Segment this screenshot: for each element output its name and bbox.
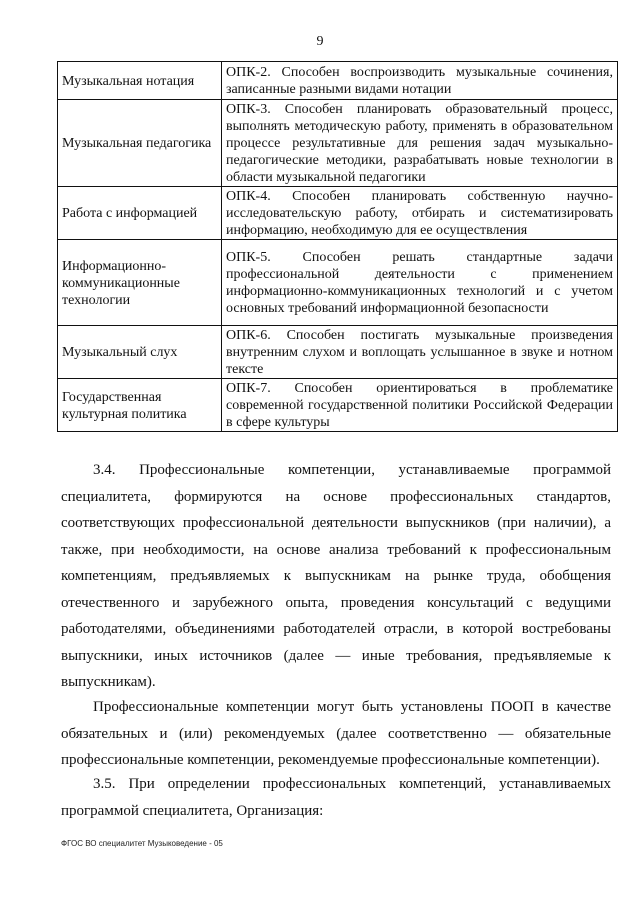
competency-text-cell: ОПК-2. Способен воспроизводить музыкальные сочинения, записанные разными видами нотации: [222, 62, 618, 100]
paragraph-3-5: 3.5. При определении профессиональных компетенций, устанавливаемых программой специалитета, Организация:: [61, 776, 611, 819]
competency-area-cell: Государственная культурная политика: [58, 379, 222, 432]
competency-area-cell: Работа с информацией: [58, 187, 222, 240]
competency-text-cell: ОПК-5. Способен решать стандартные задачи профессиональной деятельности с применением информационно-коммуникационных технологий и с учетом основных требований информационной безопасности: [222, 240, 618, 326]
table-row: [58, 187, 618, 240]
competency-table: [57, 61, 618, 432]
competency-text-cell: ОПК-4. Способен планировать собственную научно-исследовательскую работу, отбирать и систематизировать информацию, необходимую для ее осуществления: [222, 187, 618, 240]
paragraph-professional-competencies: Профессиональные компетенции могут быть установлены ПООП в качестве обязательных и (или) рекомендуемых (далее соответственно — обязательные профессиональные компетенции, рекомендуемые профессиональные компетенции).: [61, 699, 611, 768]
table-row: [58, 326, 618, 379]
table-row: [58, 240, 618, 326]
page-number: 9: [316, 34, 324, 49]
competency-text-cell: ОПК-3. Способен планировать образовательный процесс, выполнять методическую работу, применять в образовательном процессе результативные для решения задач музыкально-педагогические методики, разрабатывать новые технологии в области музыкальной педагогики: [222, 100, 618, 187]
competency-area-cell: Музыкальный слух: [58, 326, 222, 379]
paragraph-3-4: 3.4. Профессиональные компетенции, устанавливаемые программой специалитета, формируются на основе профессиональных стандартов, соответствующих профессиональной деятельности выпускников (при наличии), а также, при необходимости, на основе анализа требований к профессиональным компетенциям, предъявляемых к выпускникам на рынке труда, обобщения отечественного и зарубежного опыта, проведения консультаций с ведущими работодателями, объединениями работодателей отрасли, в которой востребованы выпускники, иных источников (далее — иные требования, предъявляемые к выпускникам).: [61, 462, 611, 690]
competency-text-cell: ОПК-6. Способен постигать музыкальные произведения внутренним слухом и воплощать услышанное в звуке и нотном тексте: [222, 326, 618, 379]
competency-text-cell: ОПК-7. Способен ориентироваться в проблематике современной государственной политики Российской Федерации в сфере культуры: [222, 379, 618, 432]
table-row: [58, 379, 618, 432]
competency-area-cell: Информационно-коммуникационные технологии: [58, 240, 222, 326]
table-row: [58, 62, 618, 100]
table-row: [58, 100, 618, 187]
document-footer: ФГОС ВО специалитет Музыковедение - 05: [61, 839, 223, 848]
competency-area-cell: Музыкальная нотация: [58, 62, 222, 100]
competency-area-cell: Музыкальная педагогика: [58, 100, 222, 187]
